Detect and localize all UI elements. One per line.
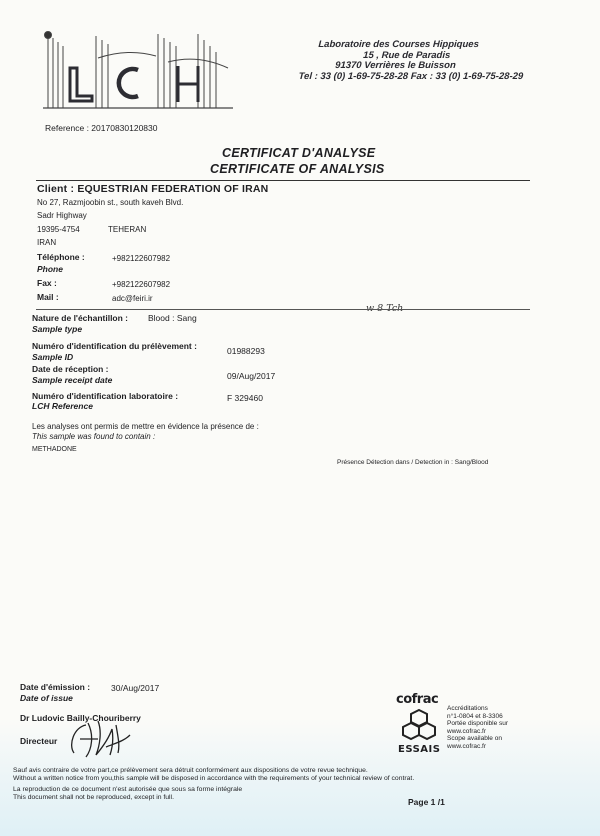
title-en: CERTIFICATE OF ANALYSIS	[210, 162, 385, 176]
sample-type-label-en: Sample type	[32, 324, 83, 334]
receipt-label-en: Sample receipt date	[32, 375, 113, 385]
lab-phone-fax: Tel : 33 (0) 1-69-75-28-28 Fax : 33 (0) 1-69-75-28-29	[298, 70, 524, 82]
findings-intro-fr: Les analyses ont permis de mettre en évidence la présence de :	[32, 422, 259, 431]
divider	[36, 309, 530, 310]
sample-type-value: Blood : Sang	[148, 313, 197, 323]
sample-type-label-fr: Nature de l'échantillon :	[32, 313, 129, 323]
lab-id-label-fr: Numéro d'identification laboratoire :	[32, 391, 179, 401]
page-number: Page 1 /1	[408, 797, 445, 807]
client-address1: No 27, Razmjoobin st., south kaveh Blvd.	[37, 198, 184, 207]
lch-logo	[38, 28, 238, 110]
client-city: TEHERAN	[108, 225, 147, 234]
signature	[66, 715, 136, 761]
cofrac-hexagons	[402, 708, 436, 742]
accreditation-line: Portée disponible sur	[447, 720, 509, 727]
findings-intro-en: This sample was found to contain :	[32, 432, 156, 441]
substance: METHADONE	[32, 446, 77, 453]
client-label: Client :	[37, 183, 75, 195]
issue-label-fr: Date d'émission :	[20, 682, 91, 692]
accreditation-line: www.cofrac.fr	[447, 727, 487, 735]
reference-number: Reference : 20170830120830	[45, 123, 158, 133]
client-postcode: 19395-4754	[37, 225, 80, 234]
fax-value: +982122607982	[112, 280, 171, 289]
issue-label-en: Date of issue	[20, 693, 73, 703]
title-fr: CERTIFICAT D'ANALYSE	[222, 146, 376, 160]
accreditation-line: www.cofrac.fr	[447, 742, 487, 750]
sample-id-label-en: Sample ID	[32, 352, 74, 362]
client-name: EQUESTRIAN FEDERATION OF IRAN	[77, 183, 269, 195]
cofrac-logo-bottom: ESSAIS	[398, 744, 441, 755]
lab-address	[261, 40, 523, 82]
lab-id-value: F 329460	[227, 393, 263, 403]
footer-line2: Without a written notice from you,this sample will be disposed in accordance with the requirements of your technical review of contrat.	[13, 775, 415, 782]
accreditation-text	[447, 705, 508, 750]
mail-label: Mail :	[37, 292, 59, 302]
client-address2: Sadr Highway	[37, 211, 87, 220]
lab-name: Laboratoire des Courses Hippiques	[318, 39, 480, 50]
divider	[36, 180, 530, 181]
footer-line1: Sauf avis contraire de votre part,ce prélèvement sera détruit conformément aux dispositions de votre revue technique.	[13, 767, 368, 774]
detection-note: Présence Détection dans / Detection in : Sang/Blood	[337, 459, 489, 466]
signatory-role: Directeur	[20, 736, 58, 746]
client-line	[37, 183, 268, 195]
signatory-name: Dr Ludovic Bailly-Chouriberry	[20, 713, 141, 723]
phone-label-fr: Téléphone :	[37, 252, 85, 262]
accreditation-line: n°1-0804 et 8-3306	[447, 712, 503, 720]
lab-id-label-en: LCH Reference	[32, 401, 93, 411]
sample-id-label-fr: Numéro d'identification du prélèvement :	[32, 341, 197, 351]
accreditation-line: Scope available on	[447, 735, 502, 742]
phone-value: +982122607982	[112, 254, 171, 263]
cofrac-logo	[396, 692, 442, 764]
accreditation-line: Accréditations	[447, 705, 488, 712]
footer-line4: This document shall not be reproduced, except in full.	[13, 794, 174, 801]
lab-street: 15 , Rue de Paradis	[362, 49, 451, 61]
sample-id-value: 01988293	[227, 346, 265, 356]
mail-value: adc@feiri.ir	[112, 294, 153, 303]
phone-label-en: Phone	[37, 264, 63, 274]
client-country: IRAN	[37, 238, 57, 247]
footer-line3: La reproduction de ce document n'est autorisée que sous sa forme intégrale	[13, 786, 243, 793]
fax-label: Fax :	[37, 278, 57, 288]
receipt-value: 09/Aug/2017	[227, 371, 276, 381]
receipt-label-fr: Date de réception :	[32, 364, 109, 374]
lab-city: 91370 Verrières le Buisson	[334, 60, 457, 71]
issue-value: 30/Aug/2017	[111, 683, 160, 693]
cofrac-logo-top: cofrac	[396, 692, 439, 707]
